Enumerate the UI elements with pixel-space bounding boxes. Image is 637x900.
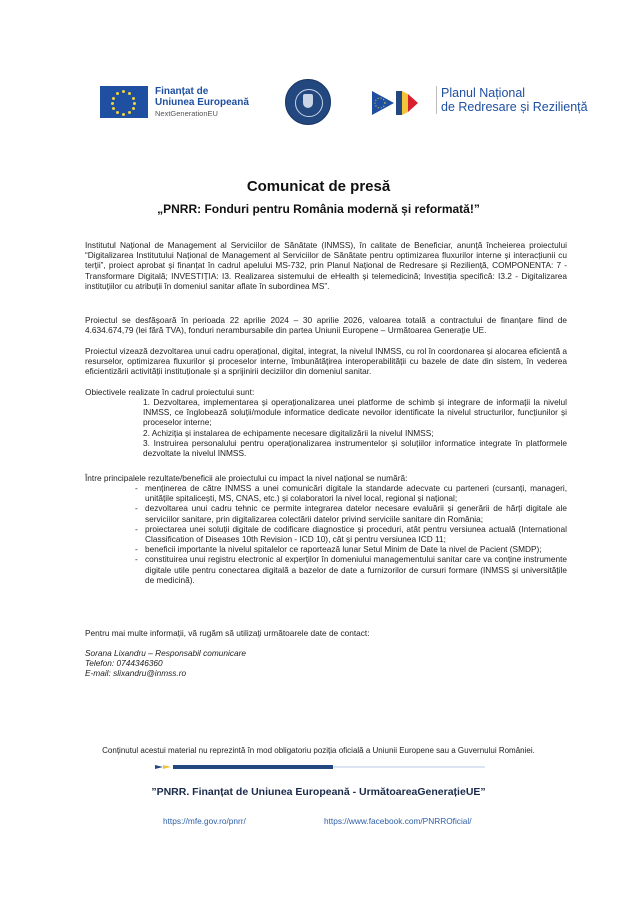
pnrr-logo-line2: de Redresare și Reziliență (441, 100, 588, 114)
government-of-romania-seal-icon (285, 79, 331, 125)
pnrr-slogan: ”PNRR. Finanțat de Uniunea Europeană - UrmătoareaGenerațieUE” (151, 786, 486, 798)
results-intro: Între principalele rezultate/beneficii ale proiectului cu impact la nivel național se numără: (85, 473, 408, 483)
objectives-intro: Obiectivele realizate în cadrul proiectului sunt: (85, 387, 255, 397)
eu-funding-logo-text (155, 86, 249, 119)
scope-paragraph: Proiectul vizează dezvoltarea unui cadru operațional, digital, integrat, la nivelul INMSS, cu rol în coordonarea și alocarea eficientă a resurselor, optimizarea fluxurilor și proceselor interne, îmbunătățirea interoperabilității cu bazele de date din sistem, în vederea eficientizării activității instituționale și a sprijinirii deciziilor din domeniul sanitar. (85, 346, 567, 377)
pnrr-flag-red (408, 94, 418, 112)
result-item: - proiectarea unei soluții digitale de codificare diagnostice și proceduri, atât pentru versiunea actuală (International Classification of Diseases 10th Revision - ICD 10), cât și pentru versiunea ICD 11; (135, 524, 567, 544)
contact-email-link[interactable]: E-mail: slixandru@inmss.ro (85, 668, 187, 678)
footer-arrow-icon (155, 765, 163, 769)
pnrr-flag-blue (396, 91, 402, 115)
page-title: Comunicat de presă (246, 178, 391, 195)
result-item: - beneficii importante la nivelul spitalelor ce raportează lunar Setul Minim de Date la nivel de Pacient (SMDP); (135, 544, 567, 554)
eu-disclaimer: Conținutul acestui material nu reprezintă în mod obligatoriu poziția oficială a Uniunii Europene sau a Guvernului României. (102, 746, 535, 755)
footer-divider-bar (155, 765, 485, 769)
eu-logo-line1: Finanțat de (155, 86, 209, 97)
objective-item: 2. Achiziția și instalarea de echipamente necesare digitalizării la nivelul INMSS; (143, 428, 434, 438)
eu-logo-line2: Uniunea Europeană (155, 97, 249, 108)
contact-phone: Telefon: 0744346360 (85, 658, 163, 668)
results-list (135, 483, 567, 585)
eu-logo-line3: NextGenerationEU (155, 109, 218, 118)
intro-paragraph: Institutul Național de Management al Serviciilor de Sănătate (INMSS), în calitate de Beneficiar, anunță încheierea proiectului “Digitalizarea Institutului Național de Management al Serviciilor de Sănătate pentru optimizarea fluxurilor interne și interacțiunii cu terții”, proiect aprobat și finanțat în cadrul apelului MS-732, prin Planul Național de Redresare și Reziliență, COMPONENTA: 7 - Transformare Digitală; INVESTIȚIA: I3. Realizarea sistemului de eHealth și telemedicină; Investiția specifică: I3.2 - Digitalizarea instituțiilor cu atribuții în domeniul sanitar aflate în subordinea MS”. (85, 240, 567, 291)
result-item: - constituirea unui registru electronic al experților în domeniului managementului sanitar care va conține instrumente digitale utile pentru conectarea digitală a bazelor de date a furnizorilor de cursuri formare (INMSS și universitățile de medicină). (135, 554, 567, 585)
pnrr-logo-line1: Planul Național (441, 86, 526, 100)
pnrr-arrows-icon (372, 88, 428, 118)
mfe-pnrr-link[interactable]: https://mfe.gov.ro/pnrr/ (163, 816, 246, 826)
contact-intro: Pentru mai multe informații, vă rugăm să utilizați următoarele date de contact: (85, 628, 370, 638)
period-paragraph: Proiectul se desfășoară în perioada 22 aprilie 2024 – 30 aprilie 2026, valoarea totală a contractului de finanțare fiind de 4.634.674,79 (lei fără TVA), fonduri nerambursabile din partea Uniunii Europene – Următoarea Generație UE. (85, 315, 567, 336)
eu-flag-icon (100, 86, 148, 118)
facebook-pnrr-link[interactable]: https://www.facebook.com/PNRROficial/ (324, 816, 472, 826)
result-item: - menținerea de către INMSS a unei comunicări digitale la standarde adecvate cu parteneri (cursanți, manageri, unitățile spitalicești, MS, CNAS, etc.) și colaboratori la nivel local, regional și național; (135, 483, 567, 503)
contact-name-role: Sorana Lixandru – Responsabil comunicare (85, 648, 246, 658)
footer-arrow-yellow-icon (163, 765, 171, 769)
result-item: - dezvoltarea unui cadru tehnic ce permite integrarea datelor necesare evaluării și generării de hărți digitale ale serviciilor sanitare, prin digitalizarea colectării datelor privind serviciile sanitare din România; (135, 503, 567, 523)
coat-of-arms-icon (303, 94, 313, 108)
footer-bar-dark (173, 765, 333, 769)
pnrr-flag-yellow (402, 91, 408, 115)
pnrr-logo-text (436, 86, 588, 114)
objective-item: 3. Instruirea personalului pentru operaționalizarea instrumentelor și soluțiilor informatice integrate în platformele dezvoltate la nivelul INMSS. (143, 438, 567, 459)
page-subtitle: „PNRR: Fonduri pentru România modernă și reformată!” (157, 202, 480, 216)
objective-item: 1. Dezvoltarea, implementarea și operaționalizarea unei platforme de schimb și integrare de informații la nivelul INMSS, ce înglobează soluții/module informatice dedicate nevoilor identificate la nivelul structurilor, funcțiunilor și proceselor interne; (143, 397, 567, 428)
footer-bar-light (333, 766, 485, 768)
